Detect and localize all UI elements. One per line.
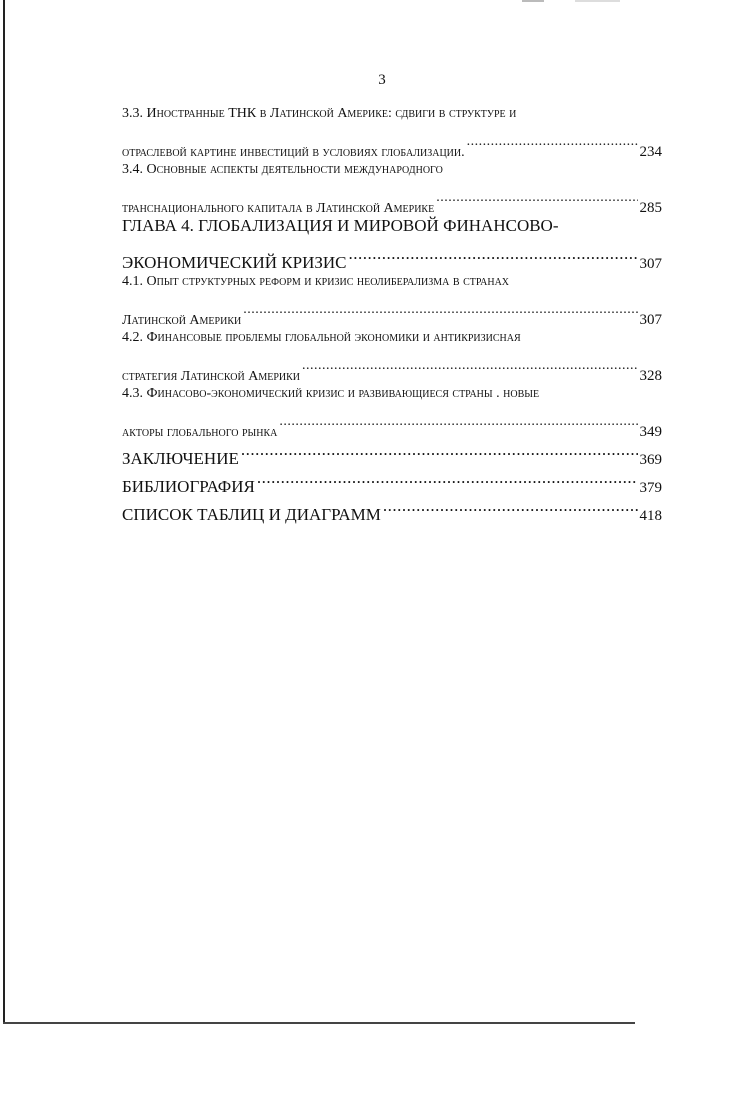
dot-leader [436, 184, 637, 212]
toc-entry-title: 4.1. Опыт структурных реформ и кризис неолиберализма в странах [122, 274, 510, 289]
toc-line [122, 156, 662, 184]
toc-line [122, 184, 662, 216]
toc-entry-title: ЭКОНОМИЧЕСКИЙ КРИЗИС [122, 253, 347, 272]
scan-artifact [575, 0, 620, 2]
dot-leader [243, 296, 637, 324]
toc-entry-title: 4.3. Финасово-экономический кризис и развивающиеся страны . новые [122, 386, 540, 401]
toc-entry-title: акторы глобального рынка [122, 425, 278, 440]
toc-line [122, 408, 662, 440]
toc-page-number: 369 [639, 452, 662, 468]
toc-section-entry [122, 156, 662, 216]
toc-page-number: 234 [639, 144, 662, 160]
page-border-bottom [3, 1022, 635, 1024]
toc-entry-title: отраслевой картине инвестиций в условиях глобализации. [122, 145, 465, 160]
toc-line [122, 212, 662, 240]
toc-entry-title: 3.4. Основные аспекты деятельности международного [122, 162, 443, 177]
toc-entry-title: ГЛАВА 4. ГЛОБАЛИЗАЦИЯ И МИРОВОЙ ФИНАНСОВО- [122, 216, 559, 235]
toc-line [122, 268, 662, 296]
toc-page-number: 349 [639, 424, 662, 440]
toc-section-entry [122, 380, 662, 440]
dot-leader [279, 408, 637, 436]
toc-page-number: 307 [639, 256, 662, 272]
dot-leader [467, 128, 638, 156]
toc-page-number: 307 [639, 312, 662, 328]
toc-entry-title: Латинской Америки [122, 313, 242, 328]
toc-line [122, 352, 662, 384]
toc-entry-title: транснационального капитала в Латинской Америке [122, 201, 435, 216]
dot-leader [383, 492, 638, 520]
page-number: 3 [378, 72, 386, 88]
toc-line [122, 296, 662, 328]
scan-artifact [522, 0, 544, 2]
toc-line [122, 324, 662, 352]
toc-section-entry [122, 268, 662, 328]
dot-leader [348, 240, 637, 268]
toc-section-entry [122, 100, 662, 160]
dot-leader [302, 352, 637, 380]
toc-line [122, 240, 662, 272]
page-border-left [3, 0, 5, 1024]
toc-entry-title: ЗАКЛЮЧЕНИЕ [122, 449, 239, 468]
table-of-contents [122, 100, 662, 524]
toc-entry-title: стратегия Латинской Америки [122, 369, 301, 384]
toc-page-number: 285 [639, 200, 662, 216]
toc-entry-title: СПИСОК ТАБЛИЦ И ДИАГРАММ [122, 505, 381, 524]
toc-page-number: 418 [639, 508, 662, 524]
toc-entry-title: БИБЛИОГРАФИЯ [122, 477, 255, 496]
toc-line [122, 128, 662, 160]
toc-chapter-entry [122, 212, 662, 272]
dot-leader [257, 464, 638, 492]
toc-line [122, 380, 662, 408]
toc-section-entry [122, 324, 662, 384]
dot-leader [241, 436, 638, 464]
toc-page-number: 379 [639, 480, 662, 496]
toc-entry-title: 3.3. Иностранные ТНК в Латинской Америке: сдвиги в структуре и [122, 106, 517, 121]
toc-line [122, 100, 662, 128]
toc-entry-title: 4.2. Финансовые проблемы глобальной экономики и антикризисная [122, 330, 521, 345]
toc-page-number: 328 [639, 368, 662, 384]
